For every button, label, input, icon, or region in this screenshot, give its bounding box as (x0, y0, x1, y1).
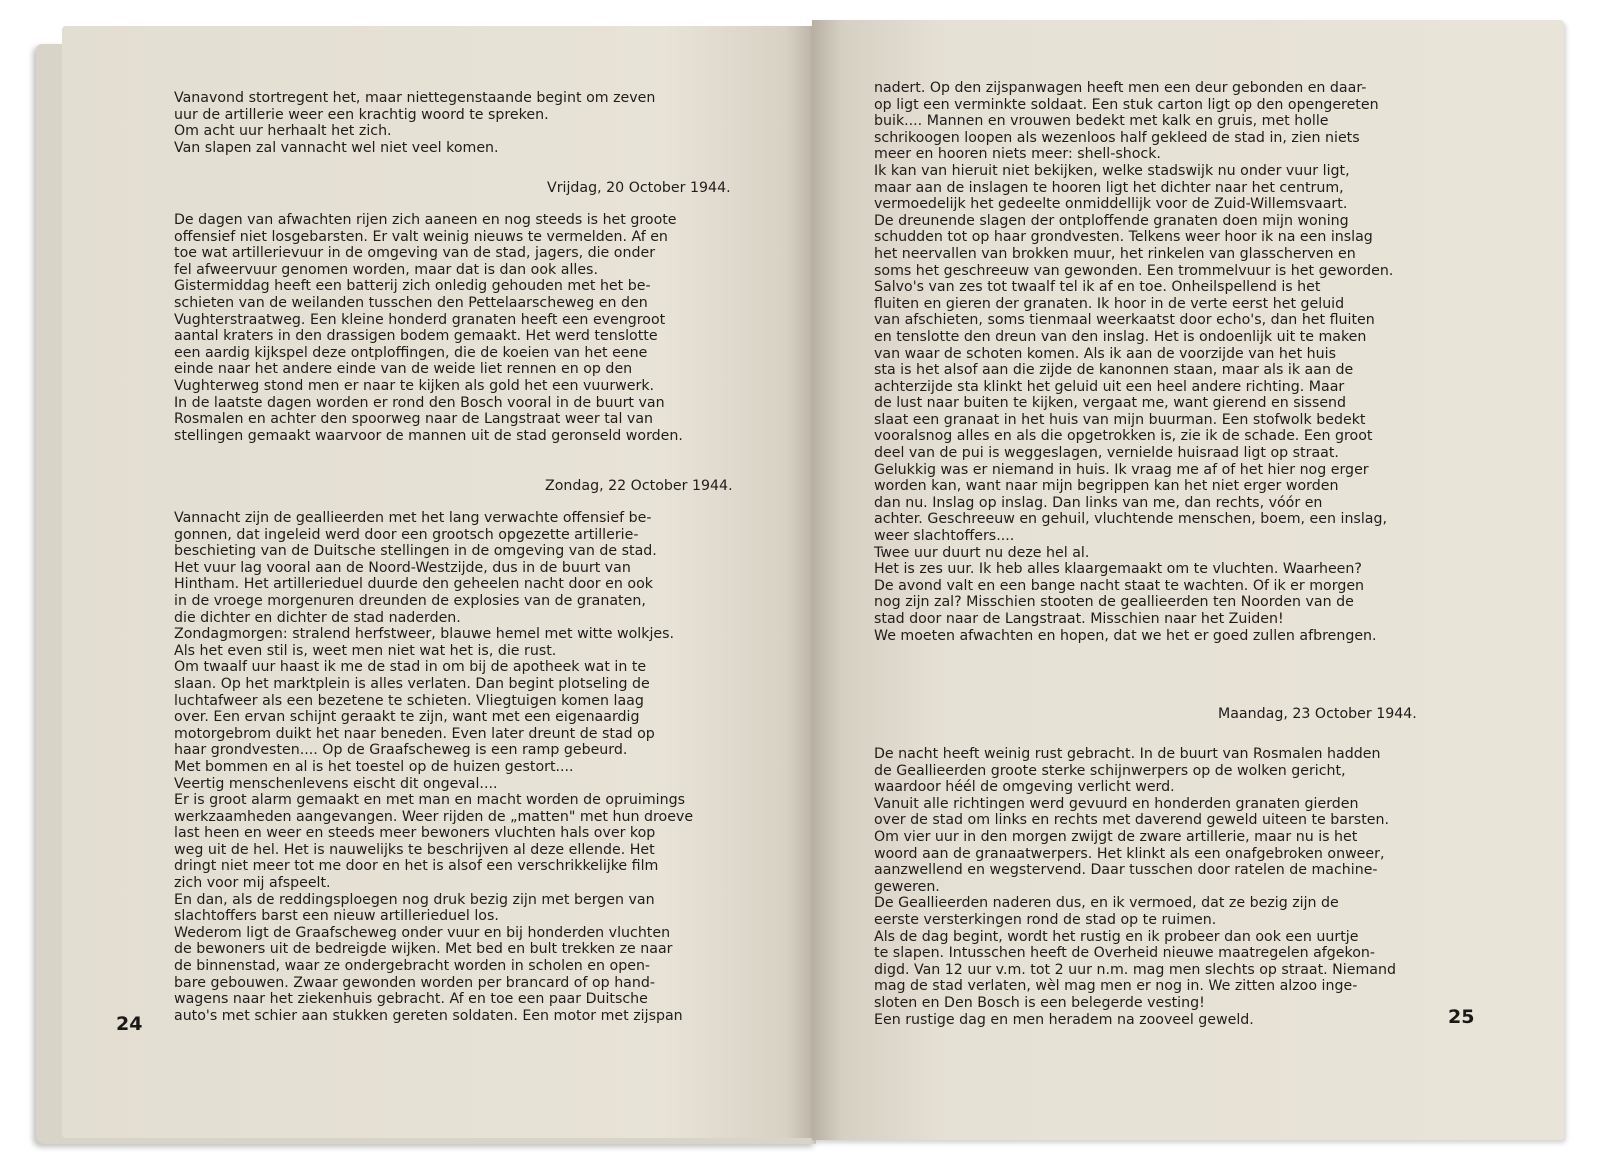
right-page (812, 20, 1564, 1140)
left-date-heading-1: Vrijdag, 20 October 1944. (547, 180, 731, 196)
right-paragraph-2: De nacht heeft weinig rust gebracht. In de buurt van Rosmalen hadden de Geallieerden groote sterke schijnwerpers op de wolken gericht, waardoor héél de omgeving verlicht werd. Vanuit alle richtingen werd gevuurd en honderden granaten gierden over de stad om links en rechts met daverend geweld uiteen te barsten. Om vier uur in den morgen zwijgt de zware artillerie, maar nu is het woord aan de granaatwerpers. Het klinkt als een onafgebroken onweer, aanzwellend en wegstervend. Daar tusschen door ratelen de machine- geweren. De Geallieerden naderen dus, en ik vermoed, dat ze bezig zijn de eerste versterkingen rond de stad op te ruimen. Als de dag begint, wordt het rustig en ik probeer dan ook een uurtje te slapen. Intusschen heeft de Overheid nieuwe maatregelen afgekon- digd. Van 12 uur v.m. tot 2 uur n.m. mag men slechts op straat. Niemand mag de stad verlaten, wèl mag men er nog in. We zitten alzoo inge- sloten en Den Bosch is een belegerde vesting! Een rustige dag en men heradem na zooveel geweld. (874, 746, 1396, 1028)
page-number-right: 25 (1448, 1006, 1475, 1028)
left-page (62, 26, 816, 1138)
left-paragraph-2: De dagen van afwachten rijen zich aaneen en nog steeds is het groote offensief niet losgebarsten. Er valt weinig nieuws te vermelden. Af en toe wat artillerievuur in de omgeving van de stad, jagers, die onder fel afweervuur genomen worden, maar dat is dan ook alles. Gistermiddag heeft een batterij zich onledig gehouden met het be- schieten van de weilanden tusschen den Pettelaarscheweg en den Vughterstraatweg. Een kleine honderd granaten heeft een evengroot aantal kraters in den drassigen bodem gemaakt. Het werd tenslotte een aardig kijkspel deze ontploffingen, die de koeien van het eene einde naar het andere einde van de weide liet rennen en op den Vughterweg stond men er naar te kijken als gold het een vuurwerk. In de laatste dagen worden er rond den Bosch vooral in de buurt van Rosmalen en achter den spoorweg naar de Langstraat weer tal van stellingen gemaakt waarvoor de mannen uit de stad geronseld worden. (174, 212, 683, 444)
page-number-left: 24 (116, 1013, 143, 1035)
left-date-heading-2: Zondag, 22 October 1944. (545, 478, 733, 494)
left-paragraph-1: Vanavond stortregent het, maar niettegenstaande begint om zeven uur de artillerie weer een krachtig woord te spreken. Om acht uur herhaalt het zich. Van slapen zal vannacht wel niet veel komen. (174, 90, 656, 156)
right-paragraph-1: nadert. Op den zijspanwagen heeft men een deur gebonden en daar- op ligt een verminkte soldaat. Een stuk carton ligt op den opengereten buik.... Mannen en vrouwen bedekt met kalk en gruis, met holle schrikoogen loopen als wezenloos half gekleed de stad in, zien niets meer en hooren niets meer: shell-shock. Ik kan van hieruit niet bekijken, welke stadswijk nu onder vuur ligt, maar aan de inslagen te hooren ligt het dichter naar het centrum, vermoedelijk het gedeelte onmiddellijk voor de Zuid-Willemsvaart. De dreunende slagen der ontploffende granaten doen mijn woning schudden tot op haar grondvesten. Telkens weer hoor ik na een inslag het neervallen van brokken muur, het rinkelen van glasscherven en soms het geschreeuw van gewonden. Een trommelvuur is het geworden. Salvo's van zes tot twaalf tel ik af en toe. Onheilspellend is het fluiten en gieren der granaten. Ik hoor in de verte eerst het geluid van afschieten, soms tienmaal weerkaatst door echo's, dan het fluiten en tenslotte den dreun van den inslag. Het is ondoenlijk uit te maken van waar de schoten komen. Als ik aan de voorzijde van het huis sta is het alsof aan die zijde de kanonnen staan, maar als ik aan de achterzijde sta klinkt het geluid uit een heel andere richting. Maar de lust naar buiten te kijken, vergaat me, want gierend en sissend slaat een granaat in het huis van mijn buurman. Een stofwolk bedekt vooralsnog alles en als die opgetrokken is, zie ik de schade. Een groot deel van de pui is weggeslagen, vernielde huisraad ligt op straat. Gelukkig was er niemand in huis. Ik vraag me af of het hier nog erger worden kan, want naar mijn begrippen kan het niet erger worden dan nu. Inslag op inslag. Dan links van me, dan rechts, vóór en achter. Geschreeuw en gehuil, vluchtende menschen, boem, een inslag, weer slachtoffers.... Twee uur duurt nu deze hel al. Het is zes uur. Ik heb alles klaargemaakt om te vluchten. Waarheen? De avond valt en een bange nacht staat te wachten. Of ik er morgen nog zijn zal? Misschien stooten de geallieerden ten Noorden van de stad door naar de Langstraat. Misschien naar het Zuiden! We moeten afwachten en hopen, dat we het er goed zullen afbrengen. (874, 80, 1394, 644)
left-paragraph-3: Vannacht zijn de geallieerden met het lang verwachte offensief be- gonnen, dat ingeleid werd door een grootsch opgezette artillerie- beschieting van de Duitsche stellingen in de omgeving van de stad. Het vuur lag vooral aan de Noord-Westzijde, dus in de buurt van Hintham. Het artillerieduel duurde den geheelen nacht door en ook in de vroege morgenuren dreunden de explosies van de granaten, die dichter en dichter de stad naderden. Zondagmorgen: stralend herfstweer, blauwe hemel met witte wolkjes. Als het even stil is, weet men niet wat het is, die rust. Om twaalf uur haast ik me de stad in om bij de apotheek wat in te slaan. Op het marktplein is alles verlaten. Dan begint plotseling de luchtafweer als een bezetene te schieten. Vliegtuigen komen laag over. Een ervan schijnt geraakt te zijn, want met een eigenaardig motorgebrom duikt het naar beneden. Even later dreunt de stad op haar grondvesten.... Op de Graafscheweg is een ramp gebeurd. Met bommen en al is het toestel op de huizen gestort.... Veertig menschenlevens eischt dit ongeval.... Er is groot alarm gemaakt en met man en macht worden de opruimings werkzaamheden aangevangen. Weer rijden de „matten" met hun droeve last heen en weer en steeds meer bewoners vluchten hals over kop weg uit de hel. Het is nauwelijks te beschrijven al deze ellende. Het dringt niet meer tot me door en het is alsof een verschrikkelijke film zich voor mij afspeelt. En dan, als de reddingsploegen nog druk bezig zijn met bergen van slachtoffers barst een nieuw artillerieduel los. Wederom ligt de Graafscheweg onder vuur en bij honderden vluchten de bewoners uit de bedreigde wijken. Met bed en bult trekken ze naar de binnenstad, waar ze ondergebracht worden in scholen en open- bare gebouwen. Zwaar gewonden worden per brancard of op hand- wagens naar het ziekenhuis gebracht. Af en toe een paar Duitsche auto's met schier aan stukken gereten soldaten. Een motor met zijspan (174, 510, 694, 1024)
right-date-heading-1: Maandag, 23 October 1944. (1218, 706, 1417, 722)
